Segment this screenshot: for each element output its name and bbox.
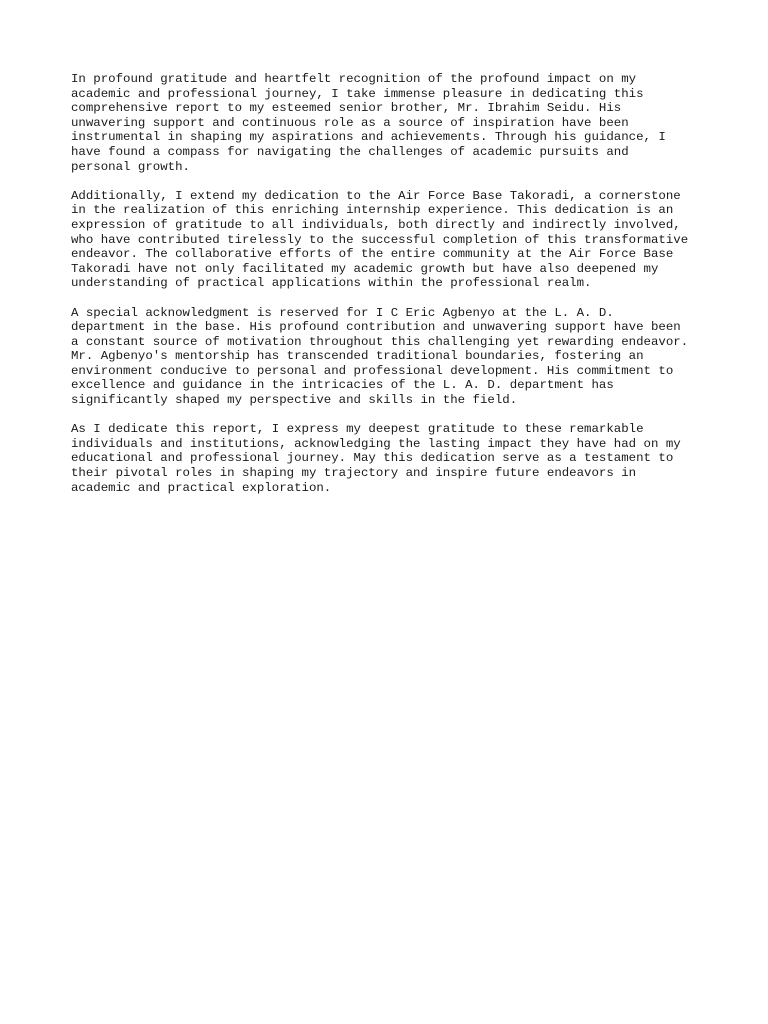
paragraph-dedication-air-force-base: Additionally, I extend my dedication to the Air Force Base Takoradi, a cornerstone in the realization of this enriching internship experience. This dedication is an expression of gratitude to all individuals, both directly and indirectly involved, who have contributed tirelessly to the successful completion of this transformative endeavor. The collaborative efforts of the entire community at the Air Force Base Takoradi have not only facilitated my academic growth but have also deepened my understanding of practical applications within the professional realm.: [71, 188, 689, 291]
dedication-body: [71, 72, 711, 510]
paragraph-closing-gratitude: As I dedicate this report, I express my deepest gratitude to these remarkable individuals and institutions, acknowledging the lasting impact they have had on my educational and professional journey. May this dedication serve as a testament to their pivotal roles in shaping my trajectory and inspire future endeavors in academic and practical exploration.: [71, 422, 681, 495]
paragraph-dedication-brother: In profound gratitude and heartfelt recognition of the profound impact on my academic and professional journey, I take immense pleasure in dedicating this comprehensive report to my esteemed senior brother, Mr. Ibrahim Seidu. His unwavering support and continuous role as a source of inspiration have been instrumental in shaping my aspirations and achievements. Through his guidance, I have found a compass for navigating the challenges of academic pursuits and personal growth.: [71, 72, 666, 174]
paragraph-acknowledgment-mentor: A special acknowledgment is reserved for I C Eric Agbenyo at the L. A. D. department in the base. His profound contribution and unwavering support have been a constant source of motivation throughout this challenging yet rewarding endeavor. Mr. Agbenyo's mentorship has transcended traditional boundaries, fostering an environment conducive to personal and professional development. His commitment to excellence and guidance in the intricacies of the L. A. D. department has significantly shaped my perspective and skills in the field.: [71, 305, 689, 408]
